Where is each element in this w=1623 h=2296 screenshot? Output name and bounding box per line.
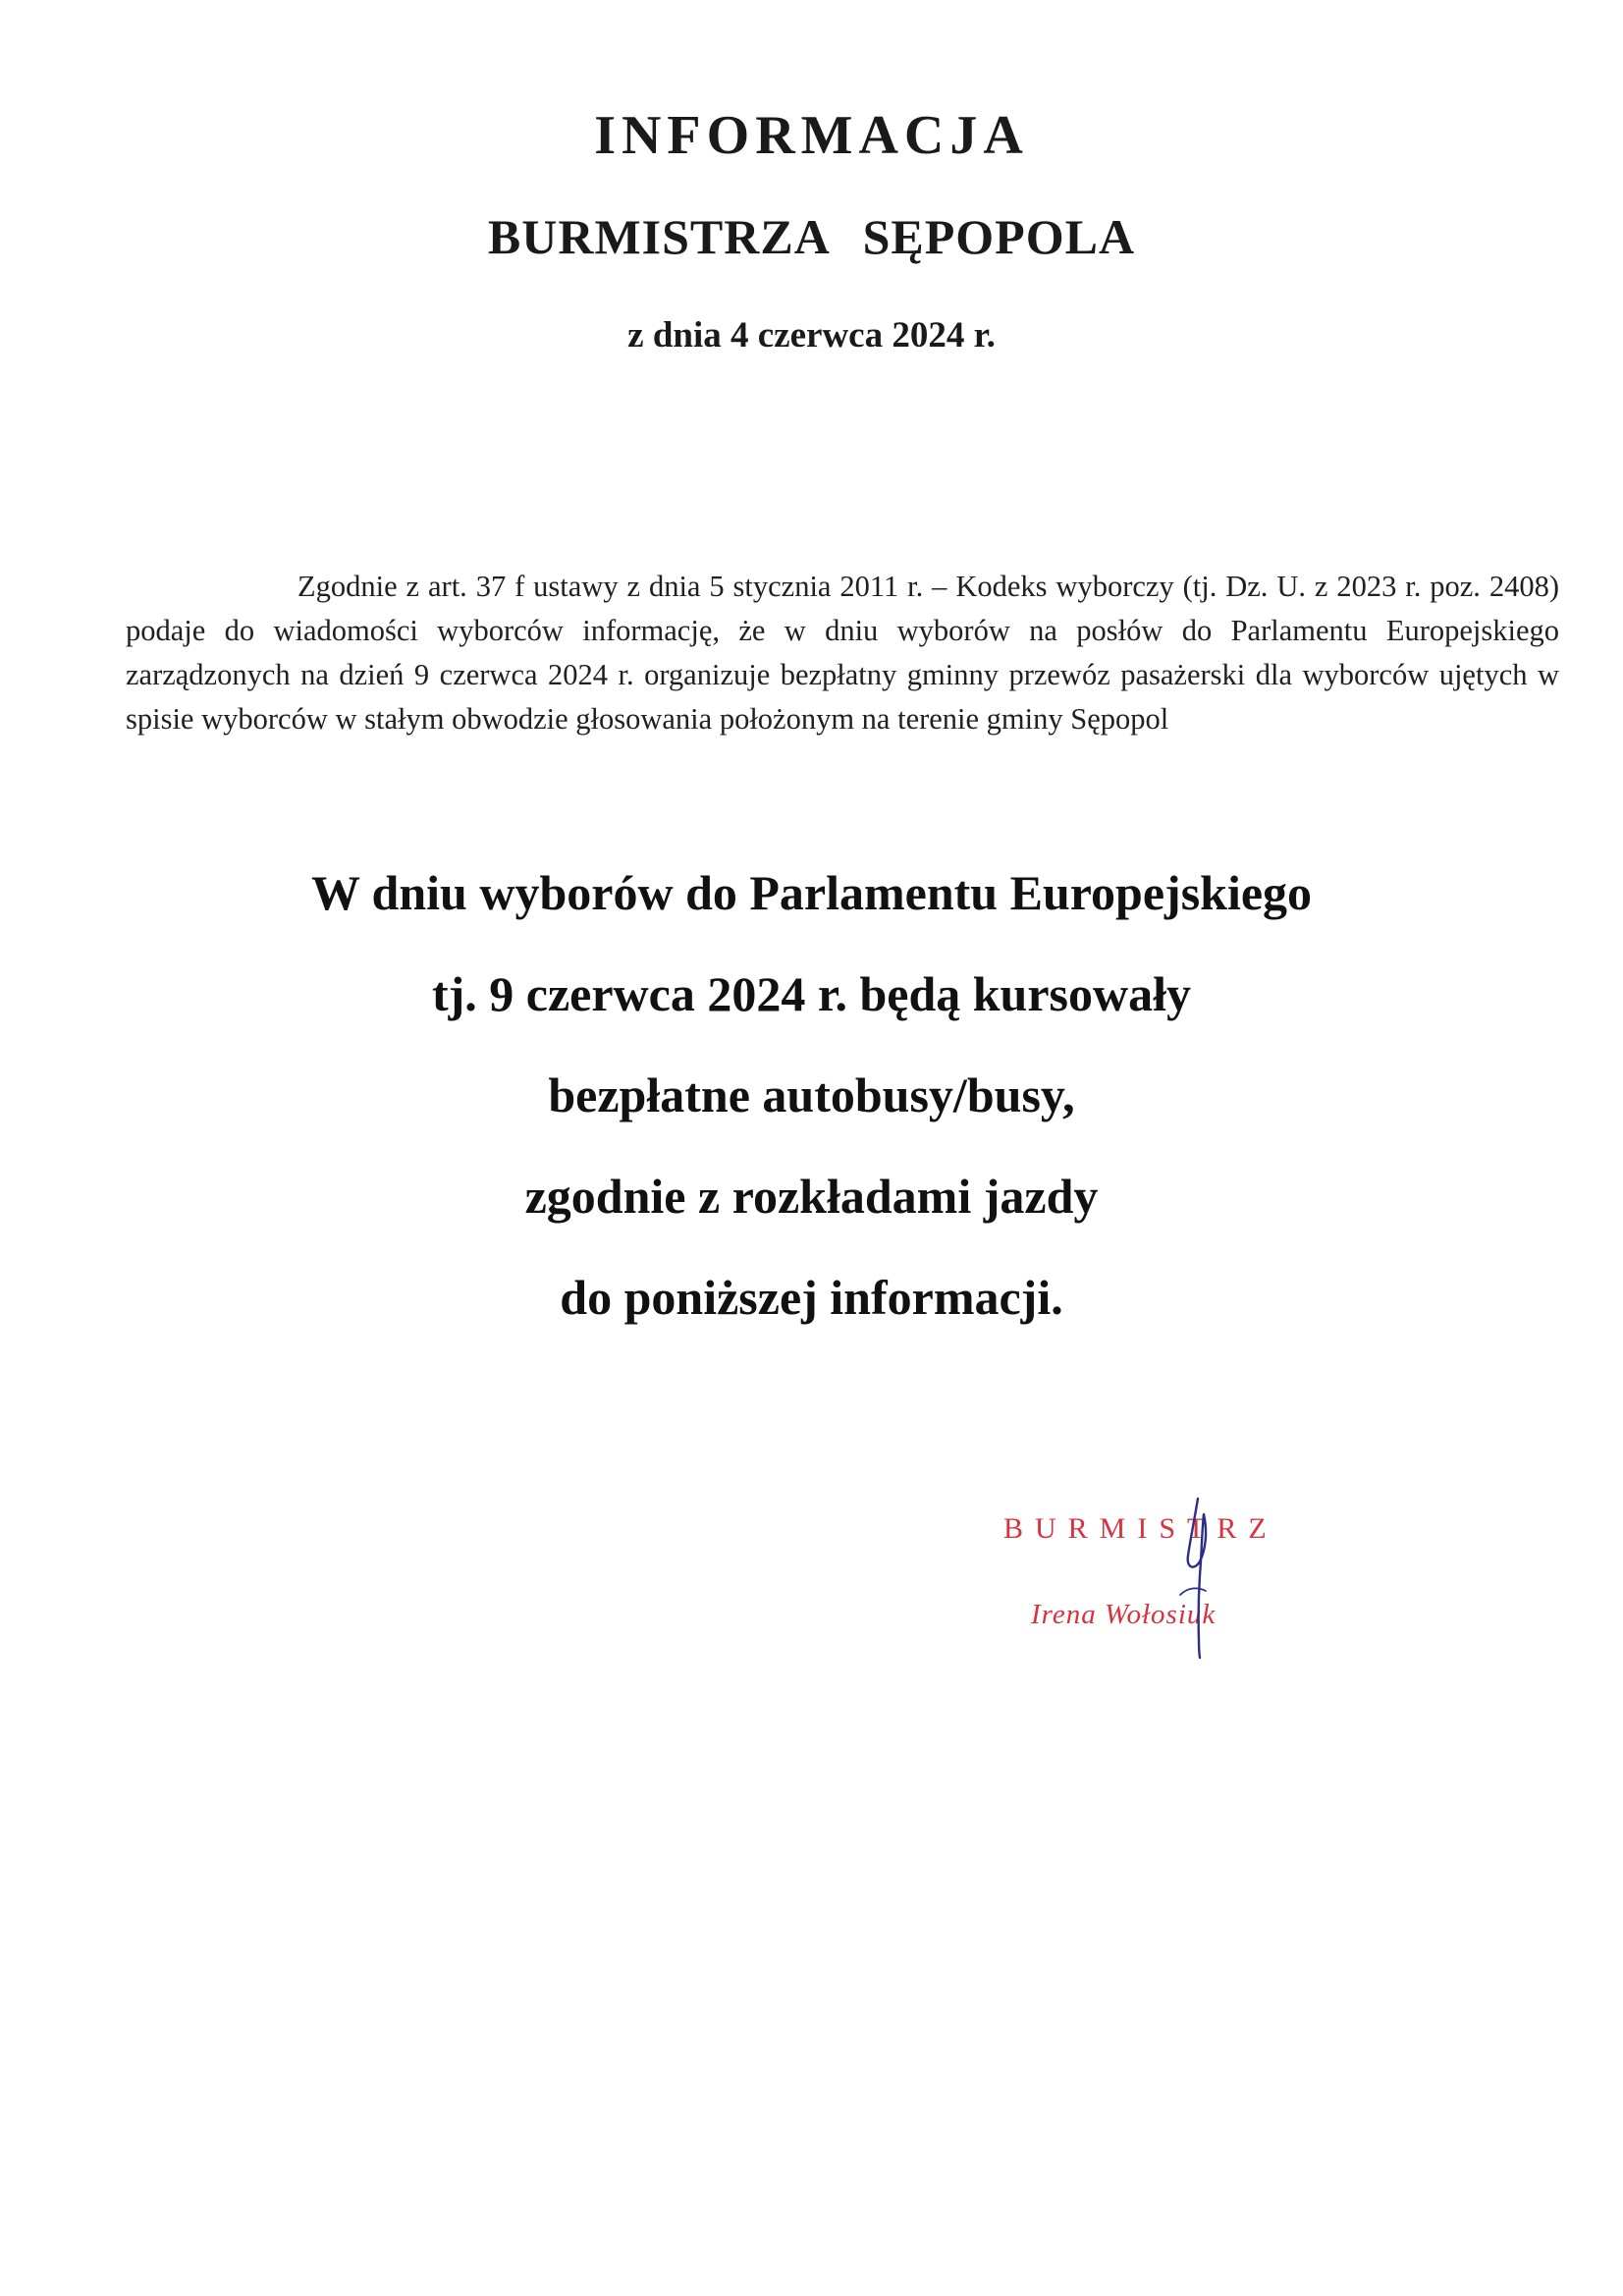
signatory-title: BURMISTRZ <box>1003 1512 1278 1545</box>
handwritten-signature-icon <box>1168 1493 1227 1660</box>
announcement-line: do poniższej informacji. <box>560 1270 1063 1325</box>
document-date: z dnia 4 czerwca 2024 r. <box>627 315 996 355</box>
announcement-line: bezpłatne autobusy/busy, <box>548 1067 1075 1122</box>
document-title: INFORMACJA <box>594 105 1029 166</box>
announcement-line: zgodnie z rozkładami jazdy <box>524 1169 1099 1224</box>
intro-paragraph: Zgodnie z art. 37 f ustawy z dnia 5 stycznia 2011 r. – Kodeks wyborczy (tj. Dz. U. z 2023 r. poz. 2408) podaje do wiadomości wyborców informację, że w dniu wyborów na posłów do Parlamentu Europejskiego zarządzonych na dzień 9 czerwca 2024 r. organizuje bezpłatny gminny przewóz pasażerski dla wyborców ujętych w spisie wyborców w stałym obwodzie głosowania położonym na terenie gminy Sępopol <box>126 569 1559 736</box>
signature-block <box>982 1493 1335 1660</box>
announcement-line: tj. 9 czerwca 2024 r. będą kursowały <box>431 966 1192 1021</box>
announcement-line: W dniu wyborów do Parlamentu Europejskiego <box>310 865 1313 920</box>
document-subtitle: BURMISTRZA SĘPOPOLA <box>487 209 1136 264</box>
signatory-name: Irena Wołosiuk <box>1031 1599 1217 1630</box>
announcement-block <box>0 843 1623 1348</box>
